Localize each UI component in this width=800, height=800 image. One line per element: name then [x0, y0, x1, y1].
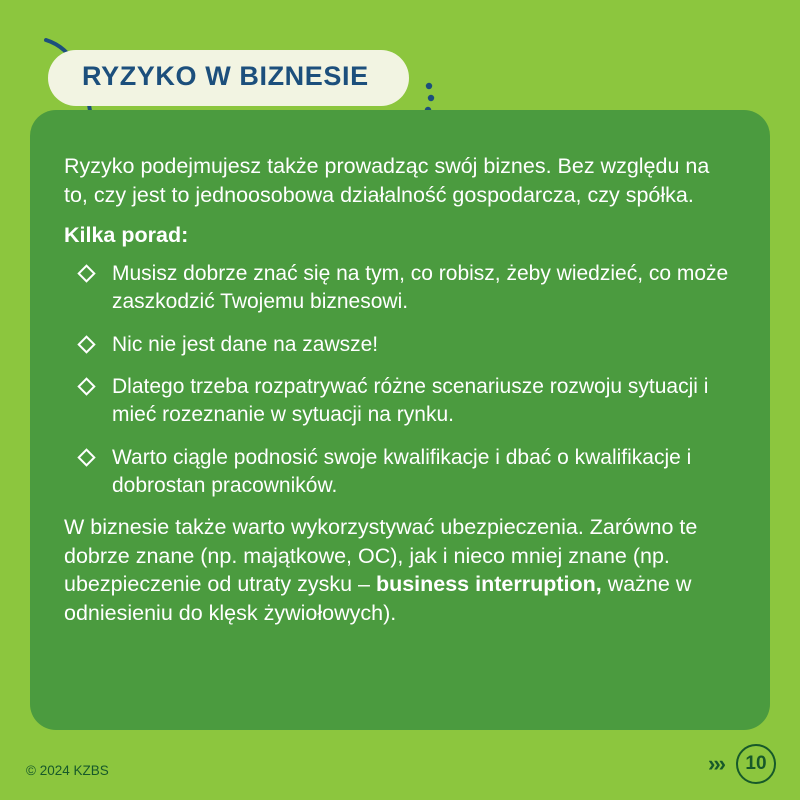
list-item-text: Warto ciągle podnosić swoje kwalifikacje i dbać o kwalifikacje i dobrostan pracowników. [112, 445, 692, 497]
closing-paragraph-part2: ważne w odniesieniu do klęsk żywiołowych). [64, 572, 692, 625]
copyright-text: © 2024 KZBS [26, 763, 109, 778]
list-item [78, 444, 736, 499]
page-title-pill [48, 50, 409, 106]
closing-paragraph [64, 513, 736, 627]
diamond-bullet-icon [77, 378, 95, 396]
page-title: RYZYKO W BIZNESIE [82, 61, 369, 91]
pager [708, 744, 776, 784]
list-item [78, 373, 736, 428]
diamond-bullet-icon [77, 335, 95, 353]
tips-list [64, 260, 736, 499]
tips-subheading: Kilka porad: [64, 223, 189, 248]
page-number-badge: 10 [736, 744, 776, 784]
list-item-text: Musisz dobrze znać się na tym, co robisz, żeby wiedzieć, co może zaszkodzić Twojemu biznesowi. [112, 262, 729, 313]
diamond-bullet-icon [77, 264, 95, 282]
closing-paragraph-part1: W biznesie także warto wykorzystywać ubezpieczenia. Zarówno te dobrze znane (np. majątkowe, OC), jak i nieco mniej znane (np. ubezpieczenie od utraty zysku – [64, 515, 698, 597]
list-item [78, 331, 736, 359]
closing-paragraph-emphasis: business interruption, [375, 572, 602, 597]
list-item-text: Dlatego trzeba rozpatrywać różne scenariusze rozwoju sytuacji i mieć rozeznanie w sytuacji na rynku. [112, 375, 709, 427]
diamond-bullet-icon [77, 448, 95, 466]
list-item-text: Nic nie jest dane na zawsze! [112, 332, 379, 356]
content-card [30, 110, 770, 730]
lead-paragraph: Ryzyko podejmujesz także prowadząc swój biznes. Bez względu na to, czy jest to jednoosobowa działalność gospodarcza, czy spółka. [64, 154, 710, 207]
next-page-chevrons-icon[interactable]: ››› [708, 751, 724, 776]
list-item [78, 260, 736, 315]
